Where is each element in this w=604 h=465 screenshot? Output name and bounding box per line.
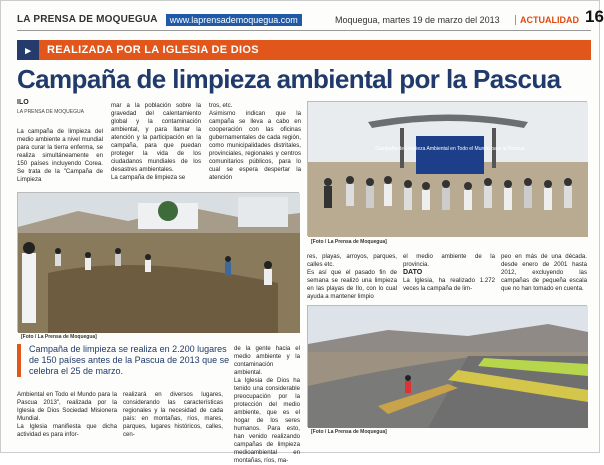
text-column-4-head: res, playas, arroyos, parques, calles etc. [307,253,397,268]
text-column-1: La campaña de limpieza del medio ambiente a nivel mundial para curar la tierra enferma, se realiza simultáneamente en 150 países incluyendo Corea. Se trata de la "Campaña de Limpieza [17,128,103,183]
bottom-column-1-body: Ambiental en Todo el Mundo para la Pascua 2013", realizada por la Iglesia de Dios Sociedad Misionera Mundial. [17,391,117,422]
text-column-3-head: tros, etc. [209,102,233,109]
text-column-2-tail: La campaña de limpieza se [111,174,186,181]
text-column-5-head: el medio ambiente de la provincia. [403,253,495,268]
photo-caption-1: [Foto / La Prensa de Moquegua] [311,239,387,245]
photo-volunteers-banner [307,101,587,236]
kicker-band [17,40,591,60]
volunteers-photo-svg [308,102,588,237]
bottom-column-2: realizará en diversos lugares, considerando las características regionales y la necesidad de cada país: en montañas, ríos, mares, parques, lugares históricos, calles, cen- [123,391,223,438]
photo-beach-cleanup [17,192,299,332]
text-column-6: peo en más de una década. desde enero de 2001 hasta 2012, excluyendo las campañas de pequeña escala que no han tomado en cuenta. [501,253,587,292]
article-headline: Campaña de limpieza ambiental por la Pascua [17,64,561,94]
banner-text: Campaña de Limpieza Ambiental en Todo el Mundo para la Pascua [375,146,525,152]
bottom-column-3-body: La Iglesia de Dios ha tenido una considerable preocupación por la protección del medio ambiente, que es el hogar de los seres humanos. Para esto, han venido realizando campañas de limpieza medioambiental en montañas, ríos, ma- [234,377,300,464]
byline-source: LA PRENSA DE MOQUEGUA [17,109,84,115]
text-column-5 [403,253,495,293]
bottom-column-3-head: de la gente hacia el medio ambiente y la contaminación ambiental. [234,345,300,376]
beach-photo-svg [18,193,300,333]
photo-caption-2: [Foto / La Prensa de Moquegua] [21,334,97,340]
bottom-column-1-tail: La Iglesia manifiesta que dicha actividad es para infor- [17,423,117,438]
boardwalk-photo-svg [308,306,588,428]
masthead [17,7,604,31]
bottom-column-1 [17,391,117,439]
pull-quote [17,344,231,377]
text-column-4 [307,253,397,301]
paper-url[interactable]: www.laprensademoquegua.com [166,14,302,26]
chevron-right-icon: ▸ [17,40,39,60]
dato-title: DATO [403,269,423,276]
byline-city: ILO [17,99,29,106]
text-column-4-body: Es así que el pasado fin de semana se realizó una limpieza en las playas de Ilo, con lo cual ayuda a mantener limpio [307,269,397,300]
text-column-3-body: Asimismo indican que la campaña se lleva a cabo en cooperación con las oficinas gubernamentales de cada región, como municipalidades distritales, provinciales, regionales y centros comunitarios públicos, para lo cual se espera despertar la atención [209,110,301,181]
dato-text: La Iglesia, ha realizado 1.272 veces la campaña de lim- [403,277,495,292]
pull-quote-text: Campaña de limpieza se realiza en 2.200 lugares de 150 países antes de la Pascua de 2013 que se celebra el 25 de marzo. [29,344,230,376]
page-number: 16 [585,7,604,26]
issue-date: Moquegua, martes 19 de marzo del 2013 [335,14,500,25]
text-column-3 [209,102,301,182]
section-label: ACTUALIDAD [515,15,579,25]
paper-name: LA PRENSA DE MOQUEGUA [17,14,158,25]
text-column-2 [111,102,201,182]
kicker-text: REALIZADA POR LA IGLESIA DE DIOS [47,44,259,56]
bottom-column-3 [234,345,300,465]
photo-boardwalk [307,305,587,427]
text-column-2-body: mar a la población sobre la gravedad del calentamiento global y la contaminación ambiental, y para llamar la atención y la participación en la campaña, para que puedan proteger la vida de los ciudadanos mundiales de los desastres ambientales. [111,102,201,173]
photo-caption-3: [Foto / La Prensa de Moquegua] [311,429,387,435]
